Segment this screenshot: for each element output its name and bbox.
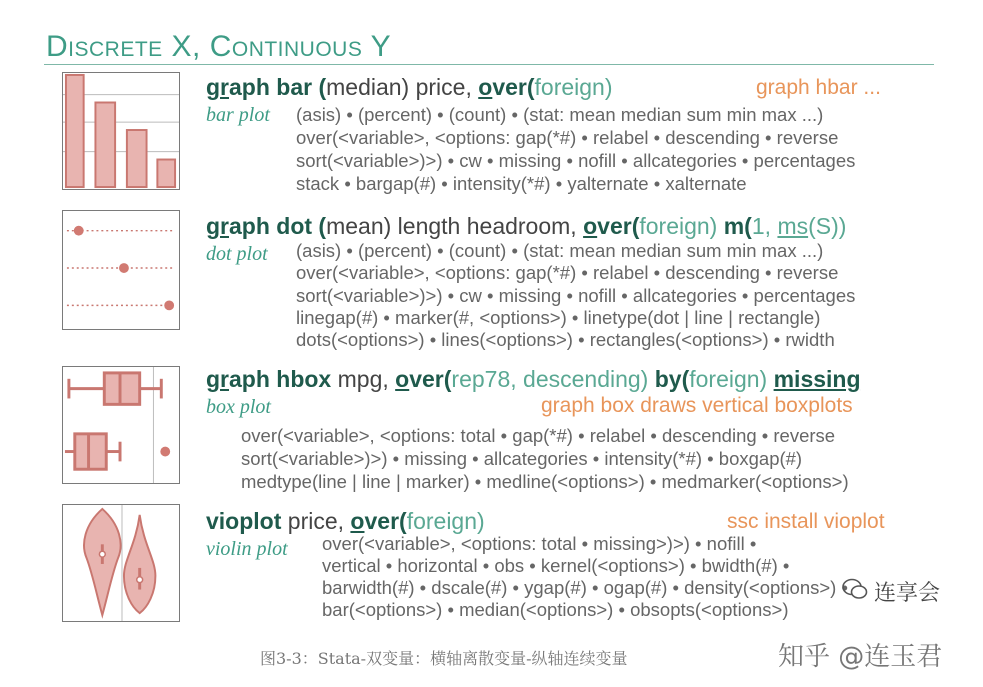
wechat-icon — [842, 578, 868, 600]
figure-caption: 图3-3：Stata-双变量：横轴离散变量-纵轴连续变量 — [260, 649, 628, 668]
dot-plot-icon — [63, 211, 179, 329]
bar-options-line-1: (asis) • (percent) • (count) • (stat: mean median sum min max ...) — [296, 104, 824, 125]
box-kind-label: box plot — [206, 396, 271, 418]
dot-plot-thumbnail — [62, 210, 180, 330]
box-options-line-2: sort(<variable>)>) • missing • allcategories • intensity(*#) • boxgap(#) — [241, 448, 803, 469]
box-options-line-3: medtype(line | line | marker) • medline(<options>) • medmarker(<options>) — [241, 471, 849, 492]
bar-command: graph bar (median) price, over(foreign) — [206, 74, 613, 100]
title-divider — [44, 64, 934, 65]
violin-options-line-1: over(<variable>, <options: total • missing>)>) • nofill • — [322, 533, 757, 554]
bar-plot-icon — [63, 73, 179, 189]
violin-options-line-2: vertical • horizontal • obs • kernel(<options>) • bwidth(#) • — [322, 555, 790, 576]
box-options-line-1: over(<variable>, <options: total • gap(*#) • relabel • descending • reverse — [241, 425, 836, 446]
violin-options-line-3: barwidth(#) • dscale(#) • ygap(#) • ogap(#) • density(<options>) • — [322, 577, 848, 598]
dot-options-line-1: (asis) • (percent) • (count) • (stat: mean median sum min max ...) — [296, 240, 824, 261]
dot-command: graph dot (mean) length headroom, over(foreign) m(1, ms(S)) — [206, 213, 847, 239]
box-command: graph hbox mpg, over(rep78, descending) by(foreign) missing — [206, 366, 861, 392]
zhihu-watermark: 知乎 @连玉君 — [778, 642, 943, 672]
dot-options-line-4: linegap(#) • marker(#, <options>) • linetype(dot | line | rectangle) — [296, 307, 821, 328]
bar-kind-label: bar plot — [206, 104, 270, 126]
wechat-watermark: 连享会 — [874, 581, 941, 606]
violin-options-line-4: bar(<options>) • median(<options>) • obsopts(<options>) — [322, 599, 789, 620]
bar-alt-command: graph hbar ... — [756, 76, 881, 99]
page-title: Discrete X, Continuous Y — [46, 30, 392, 63]
violin-plot-thumbnail — [62, 504, 180, 622]
bar-options-line-4: stack • bargap(#) • intensity(*#) • yalternate • xalternate — [296, 173, 747, 194]
violin-command: vioplot price, over(foreign) — [206, 508, 485, 534]
violin-plot-icon — [63, 505, 179, 621]
box-plot-thumbnail — [62, 366, 180, 484]
bar-options-line-3: sort(<variable>)>) • cw • missing • nofill • allcategories • percentages — [296, 150, 856, 171]
dot-kind-label: dot plot — [206, 243, 268, 265]
bar-plot-thumbnail — [62, 72, 180, 190]
violin-kind-label: violin plot — [206, 538, 288, 560]
bar-options-line-2: over(<variable>, <options: gap(*#) • relabel • descending • reverse — [296, 127, 839, 148]
dot-options-line-5: dots(<options>) • lines(<options>) • rectangles(<options>) • rwidth — [296, 329, 835, 350]
box-plot-icon — [63, 367, 179, 483]
dot-options-line-2: over(<variable>, <options: gap(*#) • relabel • descending • reverse — [296, 262, 839, 283]
violin-alt-command: ssc install vioplot — [727, 510, 885, 533]
box-alt-command: graph box draws vertical boxplots — [541, 394, 853, 417]
dot-options-line-3: sort(<variable>)>) • cw • missing • nofill • allcategories • percentages — [296, 285, 856, 306]
